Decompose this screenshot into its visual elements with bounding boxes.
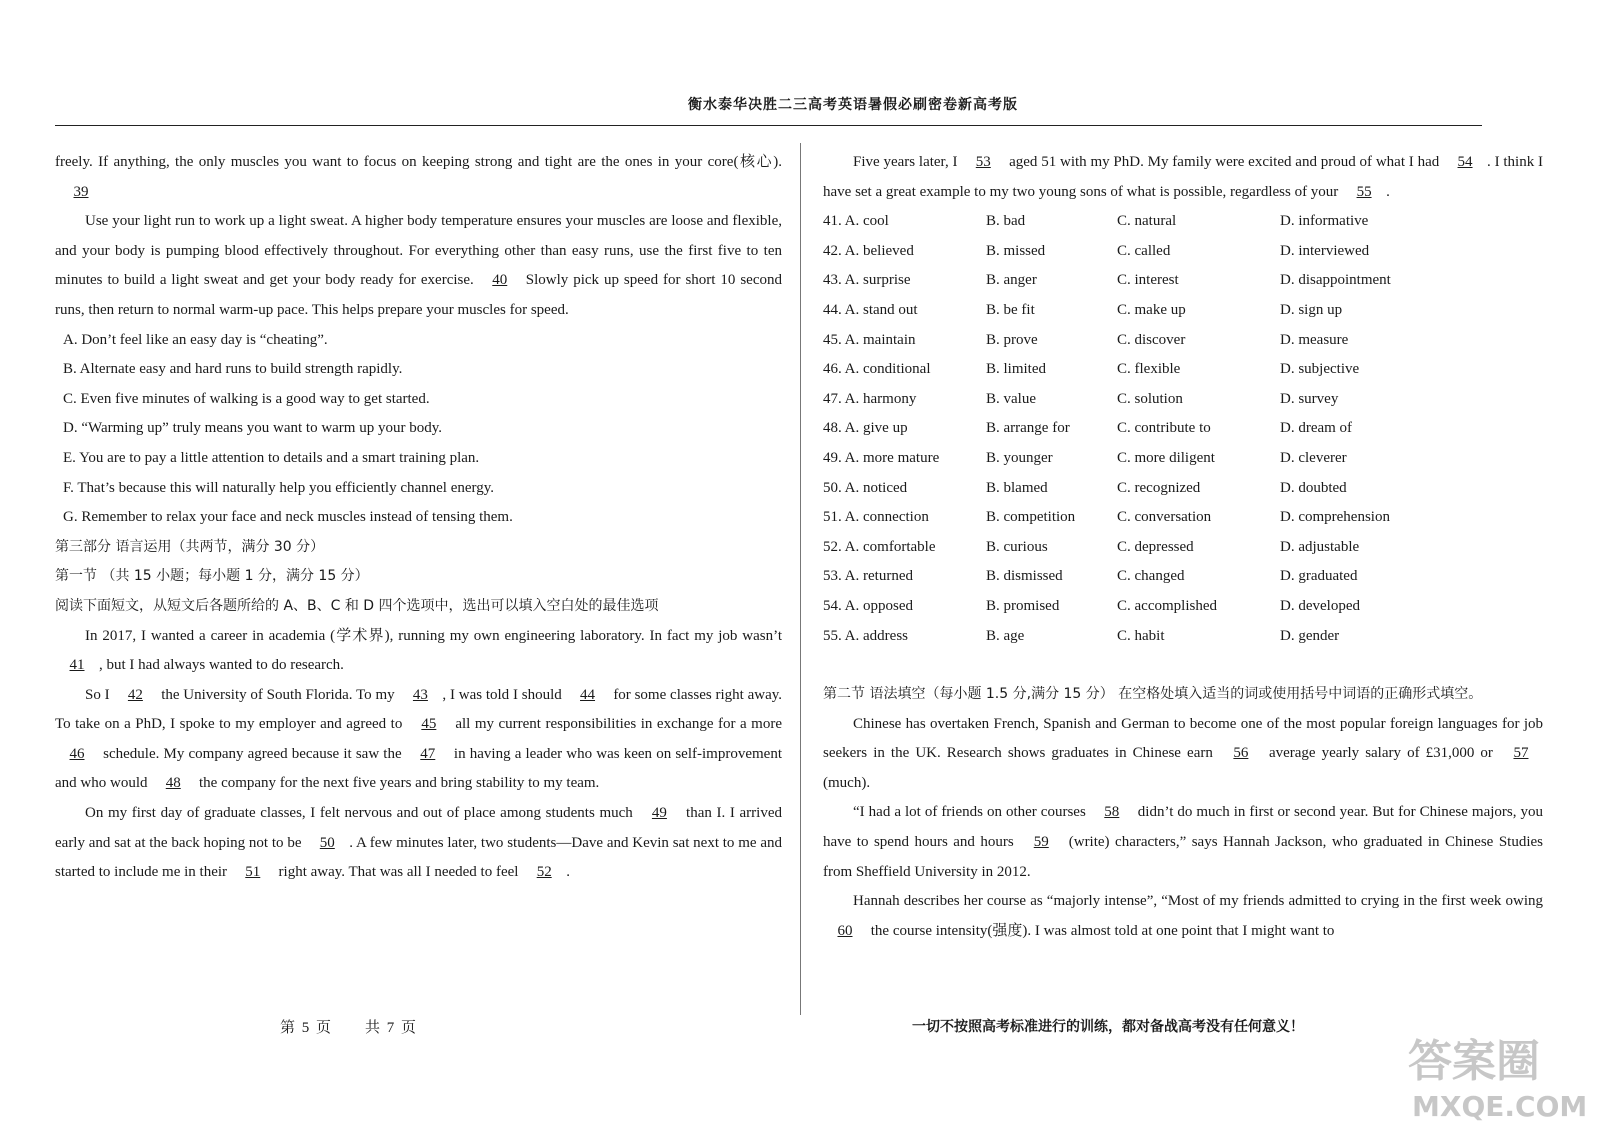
- answer-choice-b[interactable]: B. dismissed: [986, 568, 1063, 585]
- blank-57[interactable]: 57: [1513, 745, 1529, 762]
- option-c: C. Even five minutes of walking is a good way to get started.: [63, 390, 430, 407]
- answer-choice-b[interactable]: B. anger: [986, 272, 1037, 289]
- answer-choice-c[interactable]: C. depressed: [1117, 538, 1194, 555]
- question-row: [823, 503, 1543, 533]
- question-row: [823, 562, 1543, 592]
- option-b: B. Alternate easy and hard runs to build strength rapidly.: [63, 361, 403, 378]
- blank-54[interactable]: 54: [1457, 154, 1473, 170]
- page-number: 第 5 页 共 7 页: [280, 1020, 417, 1036]
- question-row: [823, 296, 1543, 326]
- question-row: [823, 385, 1543, 415]
- answer-choice-c[interactable]: C. changed: [1117, 568, 1185, 585]
- answer-choice-b[interactable]: B. curious: [986, 538, 1048, 555]
- option-e: E. You are to pay a little attention to details and a smart training plan.: [63, 449, 480, 466]
- grammar-para-2: “I had a lot of friends on other courses 58 didn’t do much in first or second year. But for Chinese majors, you have to spend hours and hours 59 (write) characters,” says Hannah Jackson, who graduated in Chinese Studies from Sheffield University in 2012.: [823, 798, 1543, 887]
- answer-choice-d[interactable]: D. dream of: [1280, 420, 1353, 437]
- answer-choice-c[interactable]: C. accomplished: [1117, 597, 1217, 614]
- answer-choice-d[interactable]: D. disappointment: [1280, 272, 1391, 289]
- option-g: G. Remember to relax your face and neck muscles instead of tensing them.: [63, 509, 513, 526]
- blank-59[interactable]: 59: [1033, 834, 1049, 851]
- blank-46[interactable]: 46: [69, 745, 85, 762]
- answer-choice-d[interactable]: D. graduated: [1280, 568, 1358, 585]
- option-d: D. “Warming up” truly means you want to warm up your body.: [63, 420, 442, 437]
- right-column: [823, 148, 1543, 946]
- option-a: A. Don’t feel like an easy day is “cheating”.: [63, 331, 328, 348]
- blank-48[interactable]: 48: [165, 775, 181, 792]
- answer-choice-c[interactable]: C. discover: [1117, 331, 1186, 348]
- svg-text:答案圈: 答案圈: [1408, 1036, 1540, 1087]
- answer-choice-a[interactable]: 48. A. give up: [823, 420, 908, 437]
- blank-50[interactable]: 50: [319, 834, 335, 851]
- answer-choice-b[interactable]: B. age: [986, 627, 1025, 644]
- blank-42[interactable]: 42: [127, 686, 143, 703]
- question-row: [823, 533, 1543, 563]
- section-3-title: 第三部分 语言运用（共两节，满分 30 分）: [55, 538, 325, 555]
- cloze-para-3: On my first day of graduate classes, I felt nervous and out of place among students much 49 than I. I arrived early and sat at the back hoping not to be 50 . A few minutes later, two students—Dave and Kevin sat next to me and started to include me in their 51 right away. That was all I needed to feel 52 .: [55, 799, 782, 888]
- blank-49[interactable]: 49: [651, 805, 667, 822]
- answer-choice-a[interactable]: 54. A. opposed: [823, 597, 913, 614]
- answer-choice-b[interactable]: B. missed: [986, 242, 1046, 259]
- answer-choice-c[interactable]: C. natural: [1117, 213, 1177, 230]
- question-row: [823, 266, 1543, 296]
- question-options-list: [823, 207, 1543, 651]
- grammar-para-1: Chinese has overtaken French, Spanish and German to become one of the most popular foreign languages for job seekers in the UK. Research shows graduates in Chinese earn 56 average yearly salary of £31,000 or 57 (much).: [823, 715, 1543, 791]
- blank-47[interactable]: 47: [420, 745, 436, 762]
- question-row: [823, 237, 1543, 267]
- answer-choice-a[interactable]: 53. A. returned: [823, 568, 913, 585]
- answer-choice-d[interactable]: D. measure: [1280, 331, 1349, 348]
- question-row: [823, 474, 1543, 504]
- answer-choice-c[interactable]: C. make up: [1117, 301, 1186, 318]
- answer-choice-a[interactable]: 55. A. address: [823, 627, 908, 644]
- header-rule: [55, 125, 1482, 126]
- answer-choice-b[interactable]: B. promised: [986, 597, 1060, 614]
- blank-43[interactable]: 43: [412, 686, 428, 703]
- answer-choice-a[interactable]: 51. A. connection: [823, 509, 929, 526]
- answer-choice-c[interactable]: C. more diligent: [1117, 449, 1215, 466]
- grammar-para-3: Hannah describes her course as “majorly intense”, “Most of my friends admitted to crying in the first week owing 60 the course intensity(强度). I was almost told at one point that I might want to: [823, 887, 1543, 946]
- answer-choice-d[interactable]: D. doubted: [1280, 479, 1347, 496]
- answer-choice-d[interactable]: D. survey: [1280, 390, 1339, 407]
- answer-choice-a[interactable]: 52. A. comfortable: [823, 538, 936, 555]
- answer-choice-a[interactable]: 50. A. noticed: [823, 479, 908, 496]
- blank-60[interactable]: 60: [837, 922, 853, 939]
- blank-55[interactable]: 55: [1356, 183, 1372, 200]
- answer-choice-d[interactable]: D. gender: [1280, 627, 1340, 644]
- question-row: [823, 592, 1543, 622]
- answer-choice-a[interactable]: 47. A. harmony: [823, 390, 917, 407]
- blank-41[interactable]: 41: [69, 657, 85, 674]
- answer-choice-a[interactable]: 49. A. more mature: [823, 449, 940, 466]
- cloze-para-1: In 2017, I wanted a career in academia (学术界), running my own engineering laboratory. In fact my job wasn’t 41 , but I had always wanted to do research.: [55, 622, 782, 681]
- blank-56[interactable]: 56: [1233, 745, 1249, 762]
- answer-choice-b[interactable]: B. younger: [986, 449, 1053, 466]
- svg-text:MXQE.COM: MXQE.COM: [1412, 1090, 1588, 1122]
- answer-choice-c[interactable]: C. habit: [1117, 627, 1165, 644]
- blank-44[interactable]: 44: [580, 686, 596, 703]
- blank-51[interactable]: 51: [245, 864, 261, 881]
- answer-choice-d[interactable]: D. cleverer: [1280, 449, 1347, 466]
- column-divider: [800, 143, 801, 1015]
- option-f: F. That’s because this will naturally help you efficiently channel energy.: [63, 479, 495, 496]
- blank-53[interactable]: 53: [975, 154, 991, 170]
- answer-choice-b[interactable]: B. blamed: [986, 479, 1048, 496]
- blank-58[interactable]: 58: [1104, 804, 1120, 821]
- answer-choice-b[interactable]: B. competition: [986, 509, 1076, 526]
- section-3-instructions: 阅读下面短文，从短文后各题所给的 A、B、C 和 D 四个选项中，选出可以填入空白处的最佳选项: [55, 597, 659, 614]
- answer-choice-c[interactable]: C. solution: [1117, 390, 1183, 407]
- answer-choice-a[interactable]: 42. A. believed: [823, 242, 914, 259]
- answer-choice-b[interactable]: B. bad: [986, 213, 1026, 230]
- question-row: [823, 355, 1543, 385]
- answer-choice-a[interactable]: 44. A. stand out: [823, 301, 918, 318]
- question-row: [823, 326, 1543, 356]
- answer-choice-b[interactable]: B. value: [986, 390, 1036, 407]
- cloze-para-2: So I 42 the University of South Florida. To my 43 , I was told I should 44 for some classes right away. To take on a PhD, I spoke to my employer and agreed to 45 all my current responsibilities in exchange for a more 46 schedule. My company agreed because it saw the 47 in having a leader who was keen on self-improvement and who would 48 the company for the next five years and bring stability to my team.: [55, 681, 782, 799]
- answer-choice-c[interactable]: C. conversation: [1117, 509, 1212, 526]
- answer-choice-a[interactable]: 41. A. cool: [823, 213, 889, 230]
- page-header-title: 衡水泰华决胜二三高考英语暑假必刷密卷新高考版: [688, 98, 1018, 113]
- section-3-part-2-title: 第二节 语法填空（每小题 1.5 分,满分 15 分） 在空格处填入适当的词或使用括号中词语的正确形式填空。: [823, 686, 1483, 703]
- cloze-para-4: Five years later, I 53 aged 51 with my PhD. My family were excited and proud of what I had 54 . I think I have set a great example to my two young sons of what is possible, regardless of your 55 .: [823, 148, 1543, 207]
- answer-choice-c[interactable]: C. called: [1117, 242, 1171, 259]
- left-column: [55, 148, 782, 888]
- para-40: Use your light run to work up a light sweat. A higher body temperature ensures your muscles are loose and flexible, and your body is pumping blood effectively throughout. For everything other than easy runs, use the first five to ten minutes to build a light sweat and get your body ready for exercise. 40 Slowly pick up speed for short 10 second runs, then return to normal warm-up pace. This helps prepare your muscles for speed.: [55, 213, 782, 318]
- answer-choice-d[interactable]: D. comprehension: [1280, 509, 1390, 526]
- answer-choice-d[interactable]: D. subjective: [1280, 361, 1360, 378]
- question-row: [823, 444, 1543, 474]
- answer-choice-d[interactable]: D. adjustable: [1280, 538, 1360, 555]
- answer-choice-b[interactable]: B. prove: [986, 331, 1038, 348]
- answer-choice-b[interactable]: B. arrange for: [986, 420, 1070, 437]
- footer-slogan: 一切不按照高考标准进行的训练，都对备战高考没有任何意义！: [912, 1019, 1304, 1035]
- blank-39[interactable]: 39: [73, 183, 89, 200]
- answer-choice-c[interactable]: C. recognized: [1117, 479, 1201, 496]
- question-row: [823, 414, 1543, 444]
- blank-52[interactable]: 52: [536, 864, 552, 881]
- answer-choice-a[interactable]: 46. A. conditional: [823, 361, 931, 378]
- answer-choice-c[interactable]: C. flexible: [1117, 361, 1181, 378]
- blank-45[interactable]: 45: [421, 716, 437, 733]
- answer-choice-b[interactable]: B. limited: [986, 361, 1046, 378]
- answer-choice-a[interactable]: 45. A. maintain: [823, 331, 916, 348]
- watermark-logo: [1404, 1030, 1594, 1122]
- question-row: [823, 207, 1543, 237]
- question-row: [823, 622, 1543, 652]
- answer-choice-c[interactable]: C. contribute to: [1117, 420, 1211, 437]
- answer-choice-d[interactable]: D. interviewed: [1280, 242, 1370, 259]
- answer-choice-a[interactable]: 43. A. surprise: [823, 272, 911, 289]
- section-3-part-1-title: 第一节 （共 15 小题；每小题 1 分，满分 15 分）: [55, 568, 369, 585]
- blank-40[interactable]: 40: [492, 272, 508, 289]
- answer-choice-d[interactable]: D. developed: [1280, 597, 1360, 614]
- answer-choice-b[interactable]: B. be fit: [986, 301, 1035, 318]
- answer-choice-c[interactable]: C. interest: [1117, 272, 1179, 289]
- para-39: freely. If anything, the only muscles you want to focus on keeping strong and tight are the ones in your core(核心). 39: [55, 148, 782, 207]
- answer-choice-d[interactable]: D. informative: [1280, 213, 1369, 230]
- answer-choice-d[interactable]: D. sign up: [1280, 301, 1343, 318]
